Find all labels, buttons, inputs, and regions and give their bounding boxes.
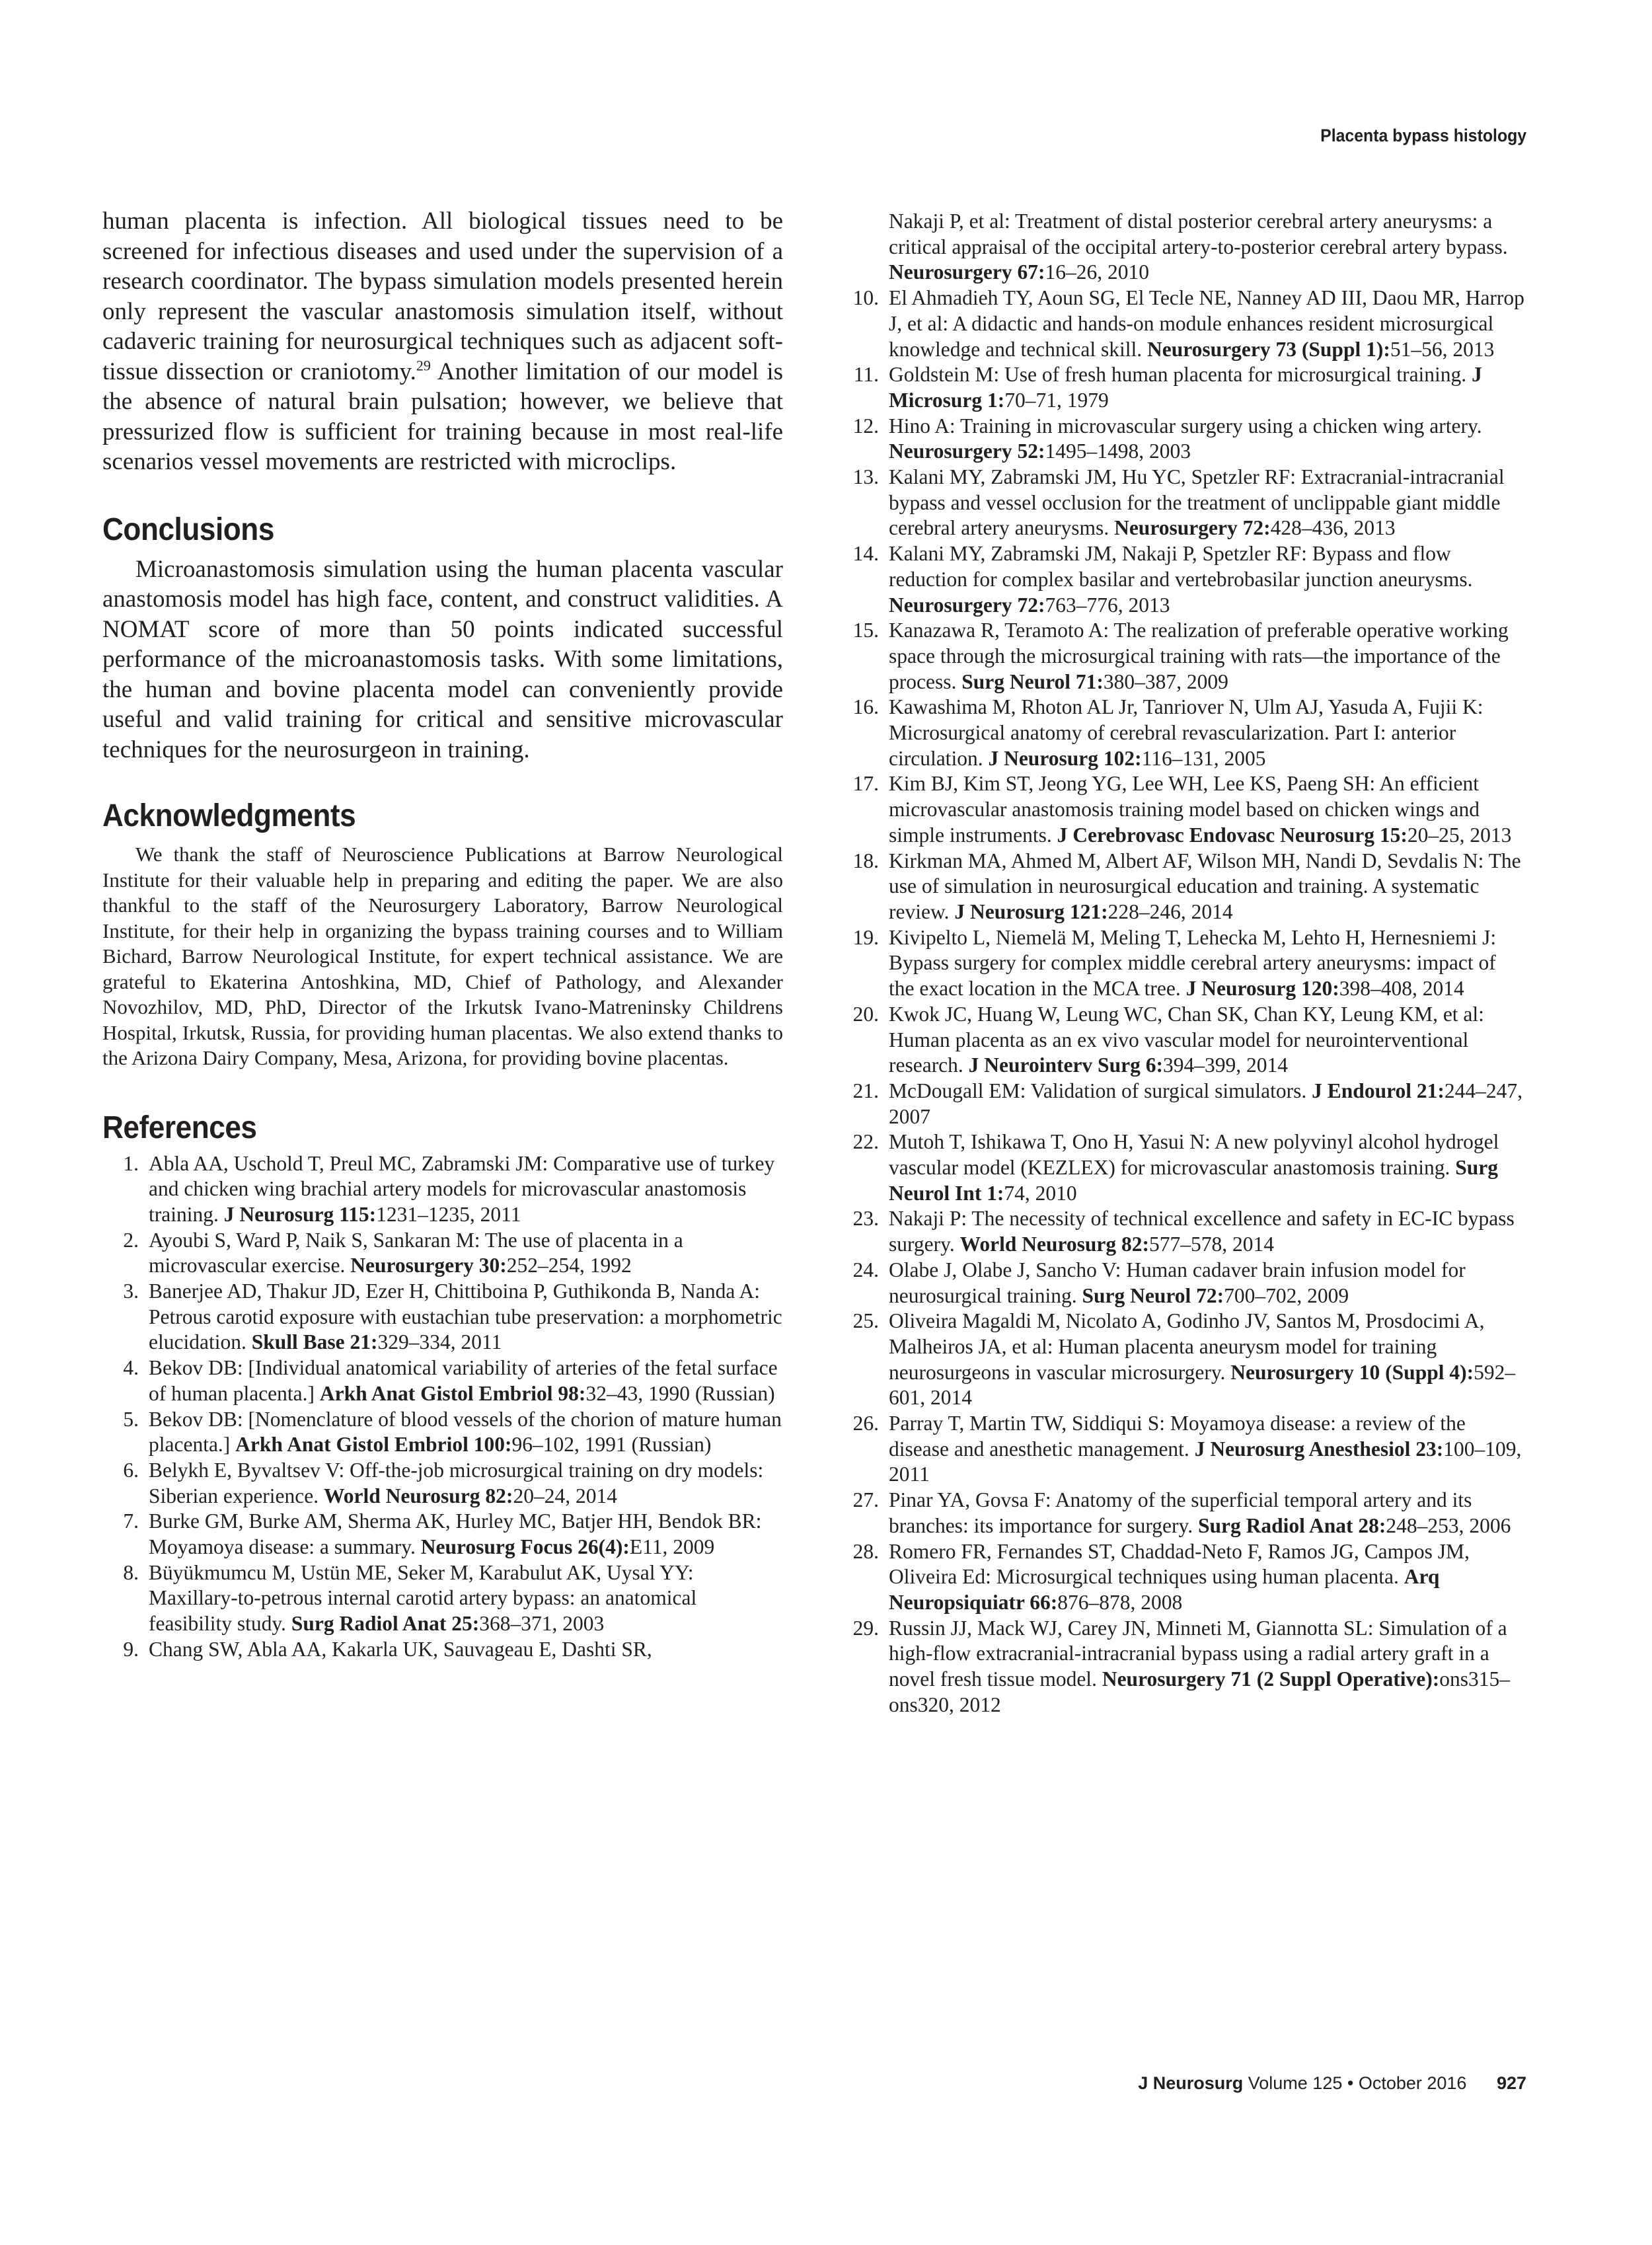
reference-pages: 329–334, 2011	[377, 1330, 502, 1354]
reference-text: Abla AA, Uschold T, Preul MC, Zabramski JM: Comparative use of turkey and chicken wing brachial artery models for microvascular anastomosis training.	[149, 1151, 775, 1226]
reference-number: 22.	[852, 1130, 879, 1154]
reference-journal: Neurosurgery 67:	[889, 260, 1045, 284]
reference-item	[843, 1616, 1526, 1718]
reference-pages: 368–371, 2003	[479, 1612, 605, 1636]
reference-number: 25.	[852, 1309, 879, 1333]
reference-item	[843, 1258, 1526, 1309]
reference-journal: Neurosurgery 71 (2 Suppl Operative):	[1102, 1667, 1440, 1691]
reference-journal: Neurosurgery 52:	[889, 439, 1045, 463]
reference-text: El Ahmadieh TY, Aoun SG, El Tecle NE, Nanney AD III, Daou MR, Harrop J, et al: A didactic and hands-on module enhances resident microsurgical knowledge and technical skill.	[889, 286, 1524, 361]
reference-number: 23.	[852, 1207, 879, 1231]
reference-journal: J Microsurg 1:	[889, 363, 1482, 412]
reference-number: 19.	[852, 925, 879, 949]
intro-paragraph	[102, 206, 783, 477]
reference-text: Kalani MY, Zabramski JM, Nakaji P, Spetzler RF: Bypass and flow reduction for complex basilar and vertebrobasilar junction aneurysms.	[889, 542, 1473, 591]
reference-pages: 74, 2010	[1004, 1181, 1077, 1205]
reference-text: Oliveira Magaldi M, Nicolato A, Godinho JV, Santos M, Prosdocimi A, Malheiros JA, et al: Human placenta aneurysm model for training neurosurgeons in vascular microsurgery.	[889, 1309, 1485, 1384]
reference-journal: World Neurosurg 82:	[959, 1233, 1150, 1256]
reference-pages: 96–102, 1991 (Russian)	[511, 1433, 712, 1457]
reference-journal: J Cerebrovasc Endovasc Neurosurg 15:	[1057, 823, 1408, 847]
reference-number: 13.	[852, 465, 879, 489]
reference-journal: J Neurosurg 121:	[954, 899, 1108, 923]
reference-pages: 116–131, 2005	[1141, 746, 1266, 770]
reference-number: 28.	[852, 1539, 879, 1563]
reference-text: Büyükmumcu M, Ustün ME, Seker M, Karabulut AK, Uysal YY: Maxillary-to-petrous internal carotid artery bypass: an anatomical feasibility study.	[149, 1560, 697, 1636]
reference-journal: J Neurosurg Anesthesiol 23:	[1194, 1437, 1444, 1461]
reference-item	[102, 1228, 783, 1279]
reference-number: 4.	[123, 1356, 139, 1380]
reference-journal: J Neurosurg 115:	[223, 1202, 377, 1226]
reference-journal: Neurosurgery 10 (Suppl 4):	[1230, 1360, 1474, 1384]
reference-journal: Surg Radiol Anat 28:	[1197, 1513, 1386, 1537]
reference-text: Pinar YA, Govsa F: Anatomy of the superficial temporal artery and its branches: its importance for surgery.	[889, 1488, 1472, 1537]
reference-pages: 244–247, 2007	[889, 1079, 1522, 1128]
reference-item	[843, 1206, 1526, 1257]
reference-pages: E11, 2009	[629, 1535, 715, 1559]
reference-number: 27.	[852, 1488, 879, 1512]
reference-item	[843, 1309, 1526, 1411]
reference-number: 12.	[852, 414, 879, 438]
reference-number: 7.	[123, 1509, 139, 1533]
reference-journal: Neurosurg Focus 26(4):	[420, 1535, 630, 1559]
reference-item	[843, 285, 1526, 362]
reference-journal: Neurosurgery 72:	[889, 593, 1045, 617]
reference-pages: ons315–ons320, 2012	[889, 1667, 1510, 1716]
reference-pages: 577–578, 2014	[1149, 1233, 1275, 1256]
intro-text-1: human placenta is infection. All biological tissues need to be screened for infectious diseases and used under the supervision of a research coordinator. The bypass simulation models presented herein only represent the vascular anastomosis simulation itself, without cadaveric training for neurosurgical techniques such as adjacent soft-tissue dissection or craniotomy.	[102, 208, 783, 385]
page-number: 927	[1496, 2073, 1526, 2093]
references-list-left	[102, 1151, 783, 1663]
reference-item	[102, 1560, 783, 1637]
footer-issue: Volume 125 • October 2016	[1248, 2073, 1467, 2093]
reference-item	[843, 209, 1526, 285]
references-list-right	[843, 209, 1526, 1718]
reference-item	[843, 618, 1526, 695]
reference-number: 1.	[123, 1151, 139, 1175]
reference-item	[843, 925, 1526, 1002]
reference-item	[102, 1151, 783, 1228]
reference-number: 6.	[123, 1458, 139, 1482]
reference-item	[102, 1509, 783, 1560]
reference-journal: Surg Neurol 72:	[1082, 1283, 1224, 1307]
reference-number: 24.	[852, 1258, 879, 1281]
references-heading: References	[102, 1110, 257, 1145]
reference-text: Mutoh T, Ishikawa T, Ono H, Yasui N: A new polyvinyl alcohol hydrogel vascular model (KEZLEX) for microvascular anastomosis training.	[889, 1130, 1499, 1180]
reference-pages: 700–702, 2009	[1224, 1283, 1349, 1307]
reference-journal: Neurosurgery 73 (Suppl 1):	[1147, 337, 1390, 361]
reference-item	[843, 1002, 1526, 1079]
reference-pages: 763–776, 2013	[1045, 593, 1170, 617]
reference-number: 29.	[852, 1616, 879, 1640]
reference-number: 17.	[852, 772, 879, 796]
reference-journal: Surg Neurol 71:	[961, 669, 1104, 693]
reference-item	[102, 1355, 783, 1406]
reference-text: Romero FR, Fernandes ST, Chaddad-Neto F, Ramos JG, Campos JM, Oliveira Ed: Microsurgical techniques using human placenta.	[889, 1539, 1470, 1589]
reference-journal: Arkh Anat Gistol Embriol 98:	[319, 1381, 586, 1405]
reference-pages: 228–246, 2014	[1108, 899, 1233, 923]
reference-text: Belykh E, Byvaltsev V: Off-the-job microsurgical training on dry models: Siberian experience.	[149, 1458, 764, 1507]
reference-text: Goldstein M: Use of fresh human placenta for microsurgical training.	[889, 363, 1472, 387]
reference-item	[102, 1458, 783, 1509]
reference-number: 16.	[852, 695, 879, 719]
reference-text: Banerjee AD, Thakur JD, Ezer H, Chittiboina P, Guthikonda B, Nanda A: Petrous carotid exposure with eustachian tube preservation: a morphometric elucidation.	[149, 1279, 782, 1354]
reference-number: 11.	[853, 363, 879, 387]
reference-pages: 876–878, 2008	[1057, 1590, 1183, 1614]
reference-pages: 248–253, 2006	[1386, 1513, 1511, 1537]
reference-item	[843, 849, 1526, 925]
reference-item	[843, 1079, 1526, 1129]
reference-pages: 100–109, 2011	[889, 1437, 1522, 1486]
reference-text: Ayoubi S, Ward P, Naik S, Sankaran M: The use of placenta in a microvascular exercise.	[149, 1228, 683, 1277]
reference-journal: Surg Neurol Int 1:	[889, 1156, 1499, 1205]
reference-number: 14.	[852, 542, 879, 566]
footer-journal: J Neurosurg	[1138, 2073, 1244, 2093]
reference-pages: 1231–1235, 2011	[376, 1202, 521, 1226]
acknowledgments-heading: Acknowledgments	[102, 798, 356, 833]
reference-journal: Neurosurgery 72:	[1114, 516, 1271, 540]
reference-text: Kivipelto L, Niemelä M, Meling T, Lehecka M, Lehto H, Hernesniemi J: Bypass surgery for complex middle cerebral artery aneurysms: impact of the exact location in the MCA tree.	[889, 925, 1497, 1001]
page-footer	[1138, 2073, 1526, 2094]
reference-number: 9.	[123, 1637, 139, 1661]
reference-pages: 592–601, 2014	[889, 1360, 1516, 1410]
reference-text: Bekov DB: [Individual anatomical variability of arteries of the fetal surface of human placenta.]	[149, 1356, 778, 1405]
reference-text: Kim BJ, Kim ST, Jeong YG, Lee WH, Lee KS, Paeng SH: An efficient microvascular anastomosis training model based on chicken wings and simple instruments.	[889, 772, 1480, 847]
acknowledgments-paragraph: We thank the staff of Neuroscience Publications at Barrow Neurological Institute for their valuable help in preparing and editing the paper. We are also thankful to the staff of the Neurosurgery Laboratory, Barrow Neurological Institute, for their help in organizing the bypass training courses and to William Bichard, Barrow Neurological Institute, for expert technical assistance. We are grateful to Ekaterina Antoshkina, MD, Chief of Pathology, and Alexander Novozhilov, MD, PhD, Director of the Irkutsk Ivano-Matreninsky Childrens Hospital, Irkutsk, Russia, for providing human placentas. We also extend thanks to the Arizona Dairy Company, Mesa, Arizona, for providing bovine placentas.	[102, 843, 783, 1069]
reference-item	[102, 1637, 783, 1663]
reference-text: Bekov DB: [Nomenclature of blood vessels of the chorion of mature human placenta.]	[149, 1407, 782, 1457]
running-header: Placenta bypass histology	[1320, 126, 1526, 145]
citation-superscript: 29	[416, 357, 431, 374]
reference-text: Nakaji P, et al: Treatment of distal posterior cerebral artery aneurysms: a critical appraisal of the occipital artery-to-posterior cerebral artery bypass.	[889, 209, 1508, 258]
conclusions-heading: Conclusions	[102, 512, 274, 547]
reference-number: 2.	[123, 1228, 139, 1252]
reference-text: Olabe J, Olabe J, Sancho V: Human cadaver brain infusion model for neurosurgical training.	[889, 1258, 1466, 1307]
reference-text: Kalani MY, Zabramski JM, Hu YC, Spetzler RF: Extracranial-intracranial bypass and vessel occlusion for the treatment of unclippable giant middle cerebral artery aneurysms.	[889, 465, 1505, 540]
reference-pages: 428–436, 2013	[1270, 516, 1396, 540]
reference-pages: 70–71, 1979	[1004, 388, 1109, 412]
reference-pages: 394–399, 2014	[1162, 1053, 1288, 1077]
reference-text: McDougall EM: Validation of surgical simulators.	[889, 1079, 1312, 1102]
reference-journal: Surg Radiol Anat 25:	[291, 1612, 480, 1636]
reference-item	[843, 771, 1526, 848]
reference-pages: 252–254, 1992	[506, 1254, 632, 1277]
reference-number: 26.	[852, 1412, 879, 1435]
reference-text: Russin JJ, Mack WJ, Carey JN, Minneti M, Giannotta SL: Simulation of a high-flow extracranial-intracranial bypass using a radial artery graft in a novel fresh tissue model.	[889, 1616, 1507, 1691]
left-column	[102, 206, 783, 1663]
reference-journal: Arq Neuropsiquiatr 66:	[889, 1565, 1440, 1614]
reference-number: 20.	[852, 1002, 879, 1026]
reference-journal: World Neurosurg 82:	[324, 1484, 513, 1507]
reference-pages: 380–387, 2009	[1103, 669, 1228, 693]
reference-journal: J Neurointerv Surg 6:	[968, 1053, 1163, 1077]
reference-text: Kwok JC, Huang W, Leung WC, Chan SK, Chan KY, Leung KM, et al: Human placenta as an ex vivo vascular model for neurointerventional research.	[889, 1002, 1484, 1077]
reference-text: Nakaji P: The necessity of technical excellence and safety in EC-IC bypass surgery.	[889, 1207, 1515, 1256]
reference-item	[843, 414, 1526, 465]
reference-journal: J Neurosurg 102:	[988, 746, 1142, 770]
reference-item	[843, 1129, 1526, 1206]
conclusions-paragraph: Microanastomosis simulation using the human placenta vascular anastomosis model has high face, content, and construct validities. A NOMAT score of more than 50 points indicated successful performance of the microanastomosis tasks. With some limitations, the human and bovine placenta model can conveniently provide useful and valid training for critical and sensitive microvascular techniques for the neurosurgeon in training.	[102, 555, 783, 763]
reference-item	[843, 541, 1526, 618]
reference-pages: 20–24, 2014	[513, 1484, 617, 1507]
reference-text: Chang SW, Abla AA, Kakarla UK, Sauvageau E, Dashti SR,	[149, 1637, 652, 1661]
reference-number: 21.	[852, 1079, 879, 1102]
reference-pages: 20–25, 2013	[1407, 823, 1512, 847]
reference-text: Kirkman MA, Ahmed M, Albert AF, Wilson MH, Nandi D, Sevdalis N: The use of simulation in neurosurgical education and training. A systematic review.	[889, 849, 1521, 923]
reference-item	[102, 1279, 783, 1355]
reference-pages: 51–56, 2013	[1390, 337, 1495, 361]
reference-journal: Skull Base 21:	[251, 1330, 378, 1354]
reference-text: Kanazawa R, Teramoto A: The realization of preferable operative working space through the microsurgical training with rats—the importance of the process.	[889, 619, 1509, 693]
reference-number: 5.	[123, 1407, 139, 1431]
reference-pages: 16–26, 2010	[1045, 260, 1149, 284]
reference-pages: 398–408, 2014	[1339, 977, 1464, 1001]
reference-number: 8.	[123, 1560, 139, 1584]
reference-journal: J Neurosurg 120:	[1185, 977, 1339, 1001]
right-column	[843, 209, 1526, 1718]
reference-text: Kawashima M, Rhoton AL Jr, Tanriover N, Ulm AJ, Yasuda A, Fujii K: Microsurgical anatomy of cerebral revascularization. Part I: anterior circulation.	[889, 695, 1483, 770]
reference-journal: J Endourol 21:	[1312, 1079, 1445, 1102]
reference-text: Hino A: Training in microvascular surgery using a chicken wing artery.	[889, 414, 1482, 438]
intro-text-2: Another limitation of our model is the absence of natural brain pulsation; however, we believe that pressurized flow is sufficient for training because in most real-life scenarios vessel movements are restricted with microclips.	[102, 358, 783, 475]
reference-item	[843, 362, 1526, 413]
reference-number: 10.	[852, 286, 879, 310]
reference-item	[102, 1407, 783, 1458]
reference-number: 18.	[852, 849, 879, 872]
reference-pages: 1495–1498, 2003	[1045, 439, 1191, 463]
reference-item	[843, 1411, 1526, 1488]
reference-number: 3.	[123, 1279, 139, 1303]
reference-journal: Neurosurgery 30:	[350, 1254, 507, 1277]
reference-item	[843, 1488, 1526, 1539]
reference-text: Burke GM, Burke AM, Sherma AK, Hurley MC, Batjer HH, Bendok BR: Moyamoya disease: a summary.	[149, 1509, 762, 1559]
reference-pages: 32–43, 1990 (Russian)	[585, 1381, 775, 1405]
reference-text: Parray T, Martin TW, Siddiqui S: Moyamoya disease: a review of the disease and anesthetic management.	[889, 1412, 1466, 1461]
reference-item	[843, 465, 1526, 541]
reference-number: 15.	[852, 619, 879, 642]
reference-item	[843, 695, 1526, 771]
reference-item	[843, 1539, 1526, 1616]
reference-journal: Arkh Anat Gistol Embriol 100:	[235, 1433, 512, 1457]
